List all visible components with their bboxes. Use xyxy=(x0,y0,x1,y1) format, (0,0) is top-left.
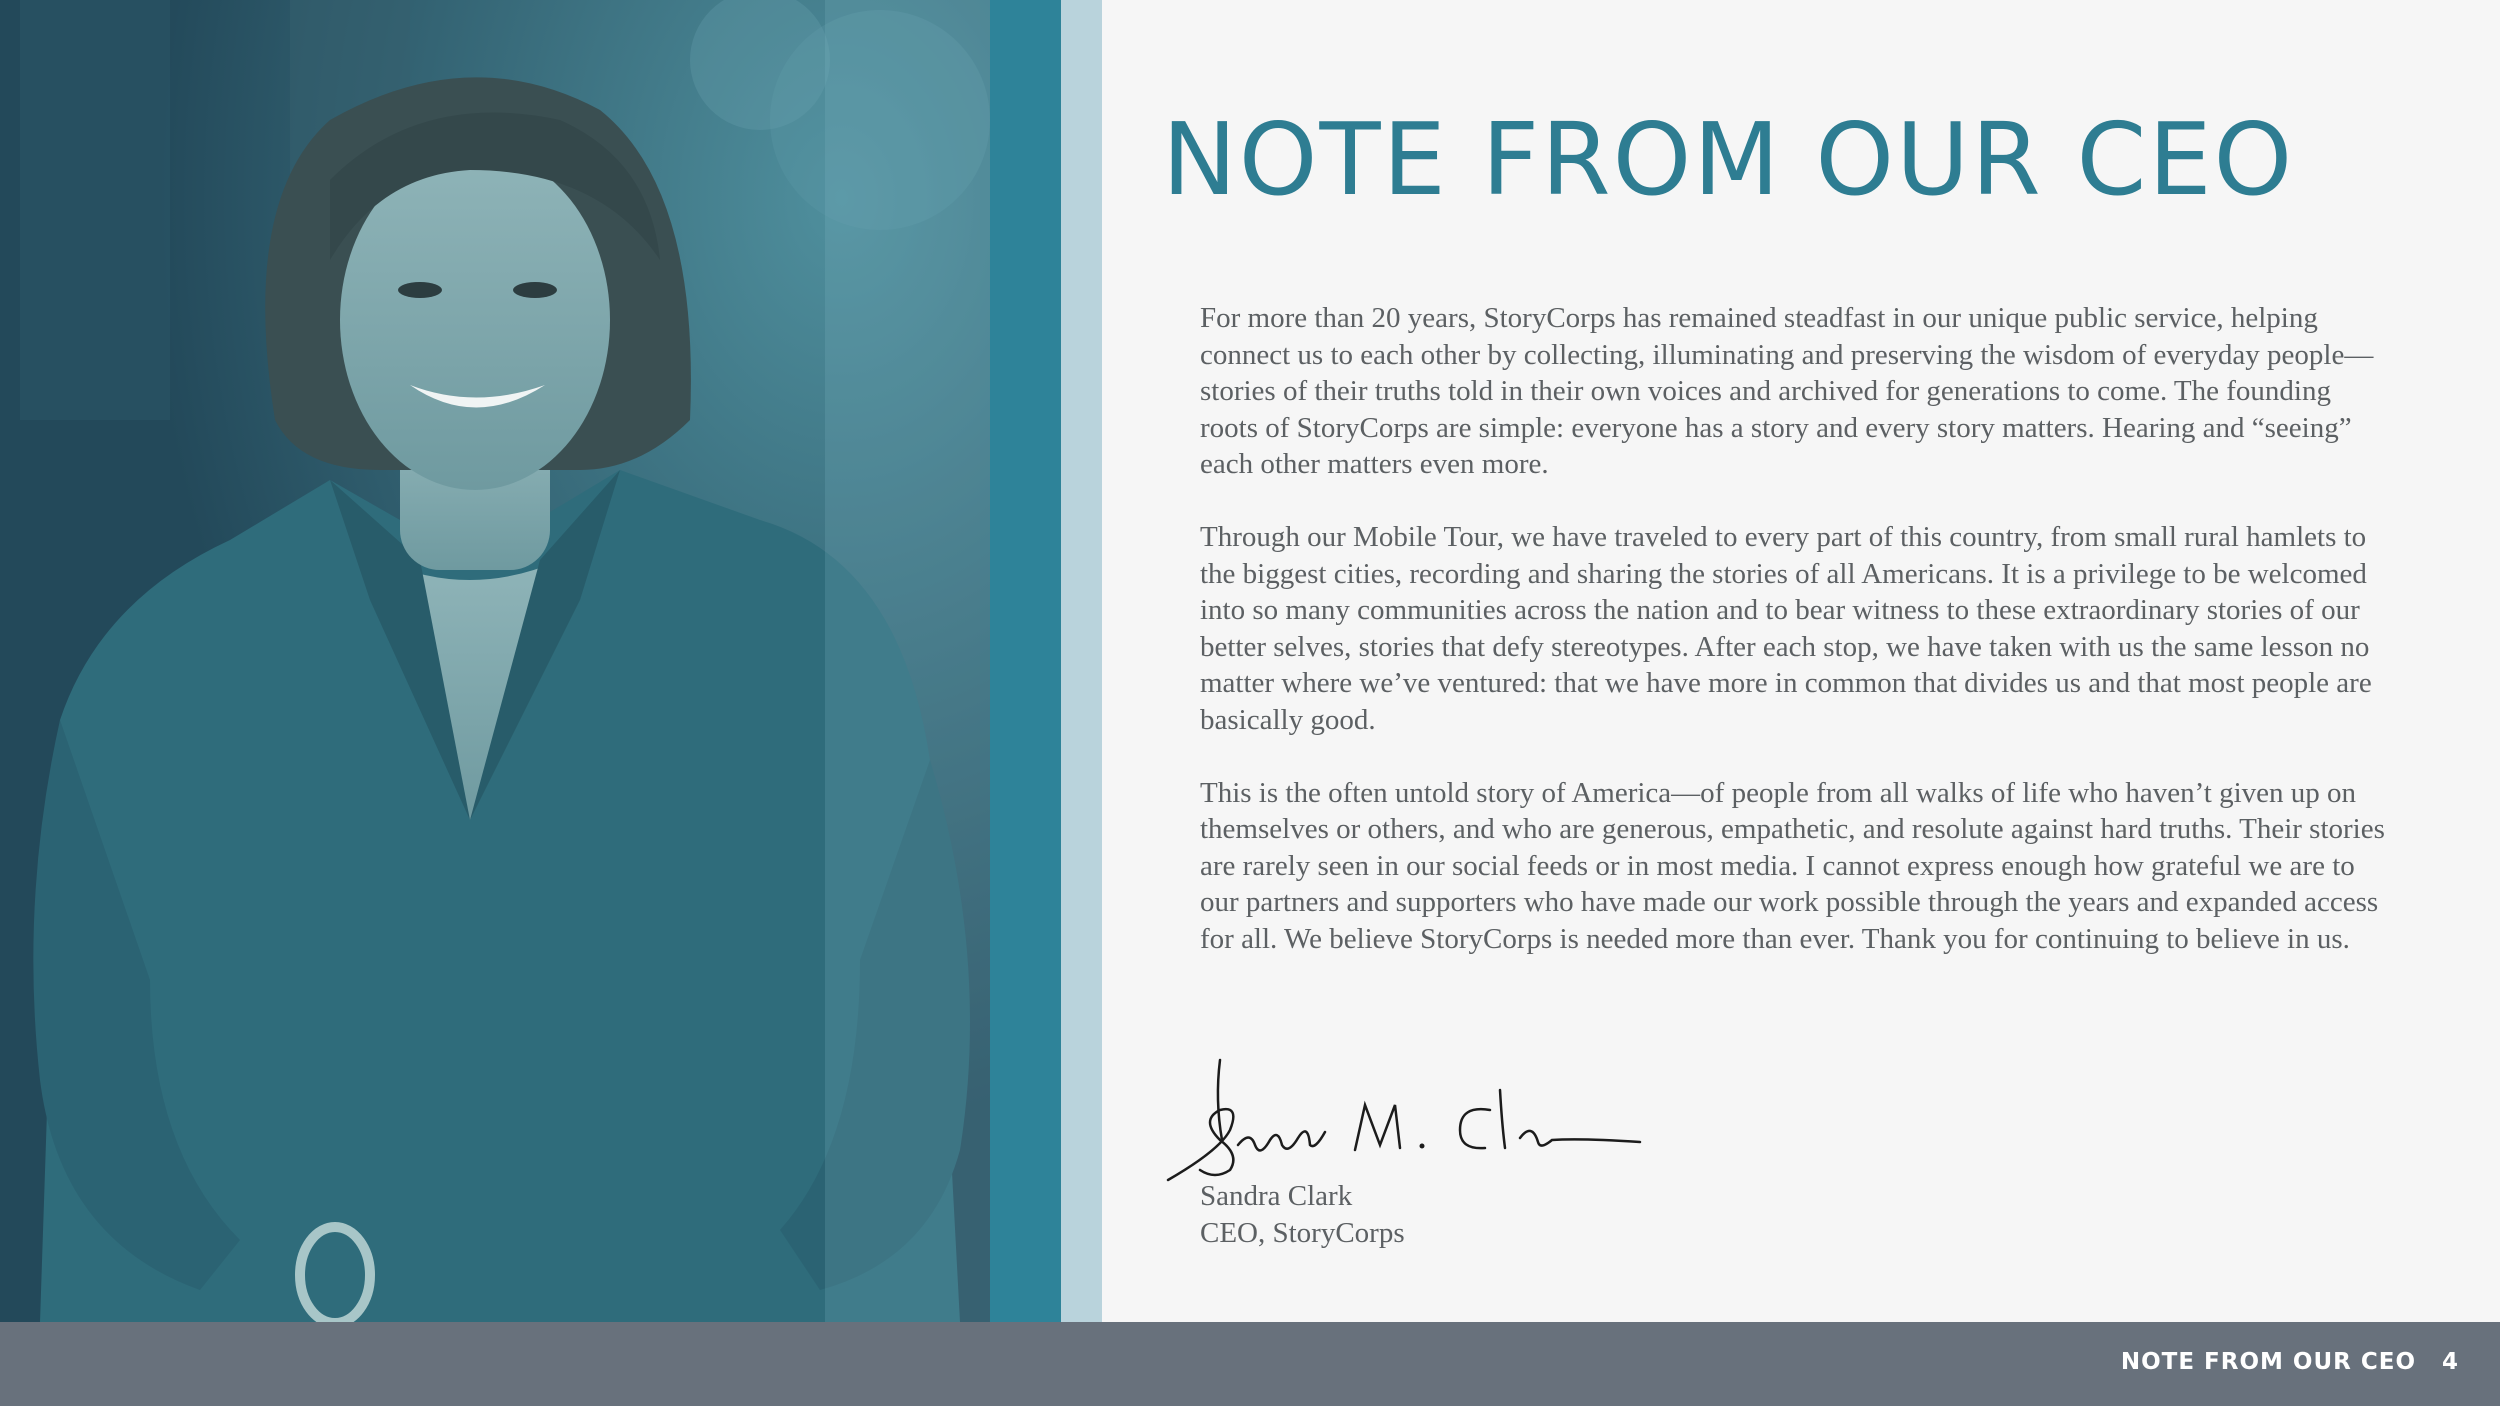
page-footer xyxy=(0,1322,2500,1406)
ceo-signature xyxy=(1160,1050,1660,1190)
signer-block xyxy=(1200,1178,1405,1252)
letter-paragraph: Through our Mobile Tour, we have traveled to every part of this country, from small rural hamlets to the biggest cities, recording and sharing the stories of all Americans. It is a privilege to be welcomed into so many communities across the nation and to bear witness to these extraordinary stories of our better selves, stories that defy stereotypes. After each stop, we have taken with us the same lesson no matter where we’ve ventured: that we have more in common that divides us and that most people are basically good. xyxy=(1200,521,2372,736)
letter-paragraph: This is the often untold story of America—of people from all walks of life who haven’t given up on themselves or others, and who are generous, empathetic, and resolute against hard truths. Their stories are rarely seen in our social feeds or in most media. I cannot express enough how grateful we are to our partners and supporters who have made our work possible through the years and expanded access for all. We believe StoryCorps is needed more than ever. Thank you for continuing to believe in us. xyxy=(1200,776,2385,955)
page-title: NOTE FROM OUR CEO xyxy=(1162,101,2295,218)
footer-section-label: NOTE FROM OUR CEO xyxy=(2120,1349,2416,1375)
ceo-portrait-photo xyxy=(0,0,990,1322)
accent-stripe-light xyxy=(1061,0,1102,1322)
ceo-letter-body xyxy=(1200,300,2390,994)
accent-stripe-dark xyxy=(990,0,1061,1322)
page-number: 4 xyxy=(2441,1349,2458,1375)
signer-title: CEO, StoryCorps xyxy=(1200,1217,1405,1249)
letter-paragraph: For more than 20 years, StoryCorps has remained steadfast in our unique public service, helping connect us to each other by collecting, illuminating and preserving the wisdom of everyday people—stories of their truths told in their own voices and archived for generations to come. The founding roots of StoryCorps are simple: everyone has a story and every story matters. Hearing and “seeing” each other matters even more. xyxy=(1200,302,2374,480)
signer-name: Sandra Clark xyxy=(1200,1180,1353,1212)
